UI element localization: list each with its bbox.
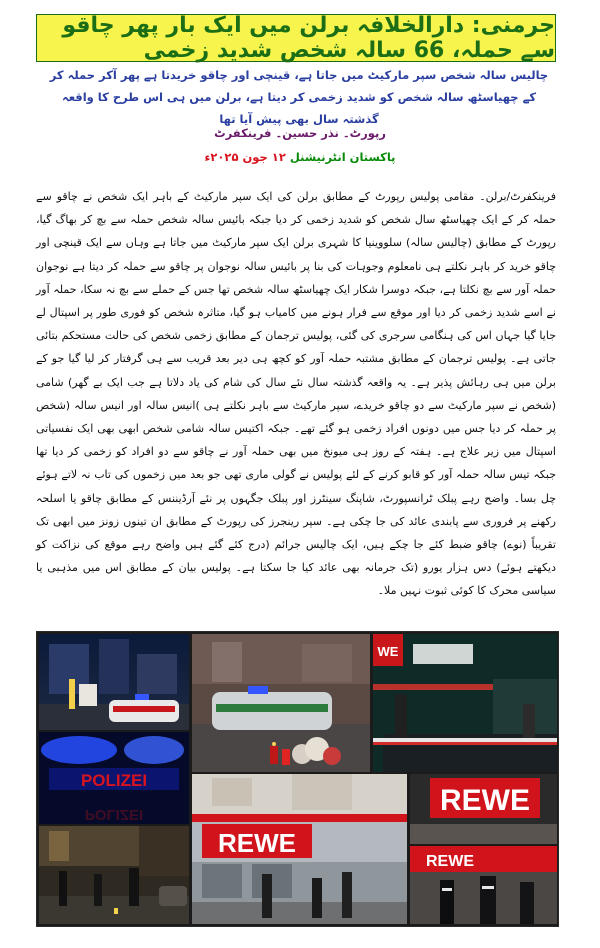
- summary-text: چالیس سالہ شخص سپر مارکیٹ میں جاتا ہے، قینچی اور چاقو خریدتا ہے پھر آکر حملہ کر کے چھیاسٹھ سالہ شخص کو شدید زخمی کر دیتا ہے، برلن میں ہی اس طرح کا واقعہ گذشتہ سال بھی پیش آیا تھا: [49, 68, 549, 126]
- police-sign-reflection: POLIZEI: [84, 806, 144, 823]
- photo-rewe-sign-day: [410, 774, 557, 844]
- publication-date: ۱۲ جون ۲۰۲۵ء: [204, 150, 286, 164]
- dateline: [0, 150, 600, 164]
- headline-banner: [36, 14, 556, 62]
- photo-police-officers: [410, 846, 557, 924]
- photo-memorial-flowers: [192, 634, 370, 772]
- store-sign-small: WE: [377, 644, 399, 659]
- photo-street-night: [39, 826, 189, 924]
- article-body: فرینکفرٹ/برلن۔ مقامی پولیس رپورٹ کے مطابق برلن کی ایک سپر مارکیٹ کے باہر ایک شخص نے چاقو سے حملہ کر کے ایک چھیاسٹھ سال شخص کو شدید زخمی کر دیا جبکہ بائیس سالہ شخص حملہ سے بچ کر بھاگ گیا، رپورٹ کے مطابق (چالیس سالہ) سلووینیا کا شہری برلن ایک سپر مارکیٹ میں جاتا ہے وہاں سے ایک قینچی اور چاقو خرید کر باہر نکلتے ہی نامعلوم وجوہات کی بنا پر بائیس سالہ نوجوان پر چاقو سے حملہ کر دیتا ہے نوجوان حملہ آور سے بچ نکلتا ہے، جبکہ دوسرا شکار ایک چھیاسٹھ سالہ شخص تھا جس کے حملے سے بچ نہ سکا، حملہ آور نے اسے شدید زخمی کر دیا اور موقع سے فرار ہونے میں کامیاب ہو گیا، متاثرہ شخص کو فوری طور پر اسپتال لے جایا گیا جہاں اس کی ہنگامی سرجری کی گئی، پولیس ترجمان کے مطابق زخمی شخص کی حالت مستحکم بتائی جاتی ہے۔ پولیس ترجمان کے مطابق مشتبہ حملہ آور کو کچھ ہی دیر بعد قریب سے ہی گرفتار کر لیا گیا جو کے برلن میں ہی رہائش پذیر ہے۔ یہ واقعہ گذشتہ سال نئے سال کی شام کی یاد دلاتا ہے جب ایک بے گھر) شامی (شخص نے سپر مارکیٹ سے دو چاقو خریدے، سپر مارکیٹ سے باہر نکلتے ہی )انیس سالہ اور انیس سالہ (شخص پر حملہ کر دیا جس میں دونوں افراد زخمی ہو گئے تھے۔ جبکہ اکتیس سالہ شامی شخص ابھی بھی ایک نفسیاتی اسپتال میں زیر علاج ہے۔ ہفتہ کے روز ہی میونخ میں بھی حملہ آور نے چاقو سے دو افراد کو زخمی کر دیا تھا جبکہ تیس سالہ حملہ آور کو قابو کرنے کے لئے پولیس نے گولی ماری تھی جو بعد میں زخموں کی تاب نہ لاتے ہوئے چل بسا۔ واضح رہے پبلک ٹرانسپورٹ، شاپنگ سینٹرز اور پبلک جگہوں پر نئے آرڈیننس کے مطابق چاقو یا اسلحہ رکھنے پر فروری سے پابندی عائد کی جا چکی ہے۔ سپر رینجرز کی رپورٹ کے مطابق ان تینوں زونز میں ابھی تک تقریباً (نوے) چاقو ضبط کئے جا چکے ہیں، ایک چالیس جرائم (درج کئے گئے ہیں واضح رہے موقع کی نزاکت کو دیکھتے ہوئے) دس ہزار یورو (تک جرمانہ بھی عائد کیا جا سکتا ہے۔ پولیس بیان کے مطابق اس میں مذہبی یا سیاسی محرک کا کوئی ثبوت نہیں ملا۔: [36, 190, 556, 598]
- police-sign-text: POLIZEI: [80, 771, 148, 790]
- publication-name: پاکستان انٹرنیشنل: [289, 150, 396, 164]
- photo-police-car-night: [39, 634, 189, 730]
- photo-polizei-light: [39, 732, 189, 824]
- store-sign-rewe-2: REWE: [440, 784, 530, 817]
- store-sign-rewe-1: REWE: [218, 828, 296, 858]
- headline-text: جرمنی: دارالخلافہ برلن میں ایک بار پھر چاقو سے حملہ، 66 سالہ شخص شدید زخمی: [62, 13, 555, 63]
- photo-collage: [36, 631, 559, 927]
- photo-rewe-storefront-day: [192, 774, 407, 924]
- byline: رپورٹ۔ نذر حسین۔ فرینکفرٹ: [214, 126, 386, 140]
- photo-rewe-night-tape: [373, 634, 557, 772]
- store-sign-rewe-3: REWE: [426, 853, 474, 870]
